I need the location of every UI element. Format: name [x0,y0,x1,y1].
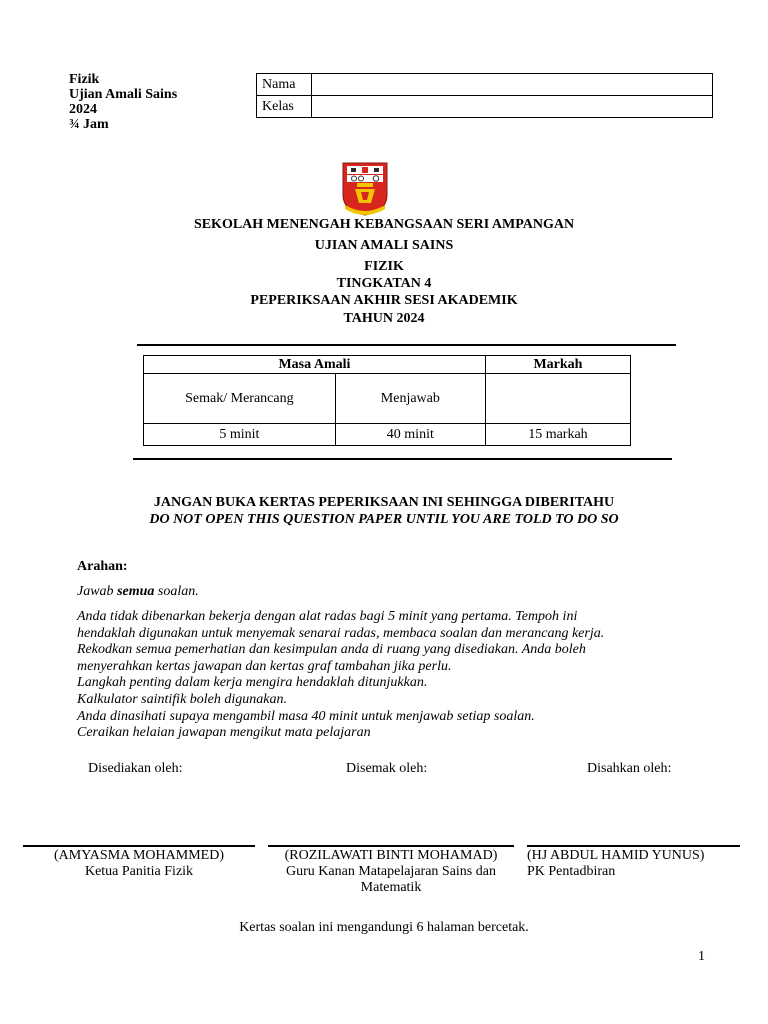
instruction-answer-all [77,584,199,600]
instruction-answer-post: soalan. [157,584,199,599]
duration-label: ¾ Jam [69,117,109,132]
checked-signatory [262,848,520,896]
menjawab-label: Menjawab [335,374,485,424]
instruction-line: hendaklah digunakan untuk menyemak senarai radas, membaca soalan dan merancang kerja. [77,625,605,641]
instruction-answer-pre: Jawab [77,584,114,599]
instruction-line: Langkah penting dalam kerja mengira hendaklah ditunjukkan. [77,675,428,691]
timing-header-row [144,356,631,374]
school-crest-icon [341,161,389,217]
markah-header: Markah [485,356,630,374]
checked-by-label: Disemak oleh: [346,761,428,776]
warning-malay: JANGAN BUKA KERTAS PEPERIKSAAN INI SEHINGGA DIBERITAHU [153,495,615,510]
semak-merancang-label: Semak/ Merancang [144,374,336,424]
class-row [257,96,713,118]
instructions-body [77,609,697,742]
prepared-signature-line [23,845,255,847]
instruction-line: Kalkulator saintifik boleh digunakan. [77,691,287,707]
subject-title: FIZIK [364,259,404,274]
prepared-by-label: Disediakan oleh: [88,761,183,776]
checked-signature-line [268,845,514,847]
test-title: UJIAN AMALI SAINS [314,238,454,253]
instruction-line: Anda tidak dibenarkan bekerja dengan alat radas bagi 5 minit yang pertama. Tempoh ini [77,609,578,624]
form-title: TINGKATAN 4 [336,276,432,291]
class-field[interactable] [312,96,713,118]
name-row [257,74,713,96]
page-count-note: Kertas soalan ini mengandungi 6 halaman bercetak. [239,920,529,935]
exam-label: Ujian Amali Sains [69,87,178,102]
instruction-line: Anda dinasihati supaya mengambil masa 40 minit untuk menjawab setiap soalan. [77,708,535,724]
instruction-line: menyerahkan kertas jawapan dan kertas graf tambahan jika perlu. [77,658,452,674]
semak-time: 5 minit [144,424,336,446]
divider-bottom [133,458,672,460]
timing-label-row [144,374,631,424]
approved-name: (HJ ABDUL HAMID YUNUS) [527,848,705,863]
approved-signatory [527,848,740,880]
instructions-title: Arahan: [77,559,128,574]
school-name: SEKOLAH MENENGAH KEBANGSAAN SERI AMPANGAN [193,217,575,232]
timing-value-row [144,424,631,446]
checked-role-line-2: Matematik [360,880,422,895]
instruction-answer-bold: semua [117,584,155,599]
exam-header [69,72,219,132]
checked-name: (ROZILAWATI BINTI MOHAMAD) [284,848,498,863]
page-number: 1 [698,949,705,964]
name-label: Nama [257,74,312,96]
approved-role: PK Pentadbiran [527,864,616,879]
subject-label: Fizik [69,72,100,87]
masa-amali-header: Masa Amali [144,356,486,374]
warning-english: DO NOT OPEN THIS QUESTION PAPER UNTIL YOU ARE TOLD TO DO SO [149,512,619,527]
approved-signature-line [527,845,740,847]
class-label: Kelas [257,96,312,118]
prepared-signatory [23,848,255,880]
checked-role-line-1: Guru Kanan Matapelajaran Sains dan [286,864,496,879]
year-label: 2024 [69,102,97,117]
year-title: TAHUN 2024 [343,311,425,326]
prepared-name: (AMYASMA MOHAMMED) [54,848,224,863]
markah-blank-cell [485,374,630,424]
prepared-role: Ketua Panitia Fizik [84,864,194,879]
approved-by-label: Disahkan oleh: [587,761,672,776]
exam-title: PEPERIKSAAN AKHIR SESI AKADEMIK [250,293,518,308]
menjawab-time: 40 minit [335,424,485,446]
total-marks: 15 markah [485,424,630,446]
name-field[interactable] [312,74,713,96]
timing-table [143,355,631,446]
divider-top [137,344,676,346]
instruction-line: Ceraikan helaian jawapan mengikut mata pelajaran [77,725,371,741]
candidate-info-table [256,73,713,118]
instruction-line: Rekodkan semua pemerhatian dan kesimpulan anda di ruang yang disediakan. Anda boleh [77,642,586,658]
